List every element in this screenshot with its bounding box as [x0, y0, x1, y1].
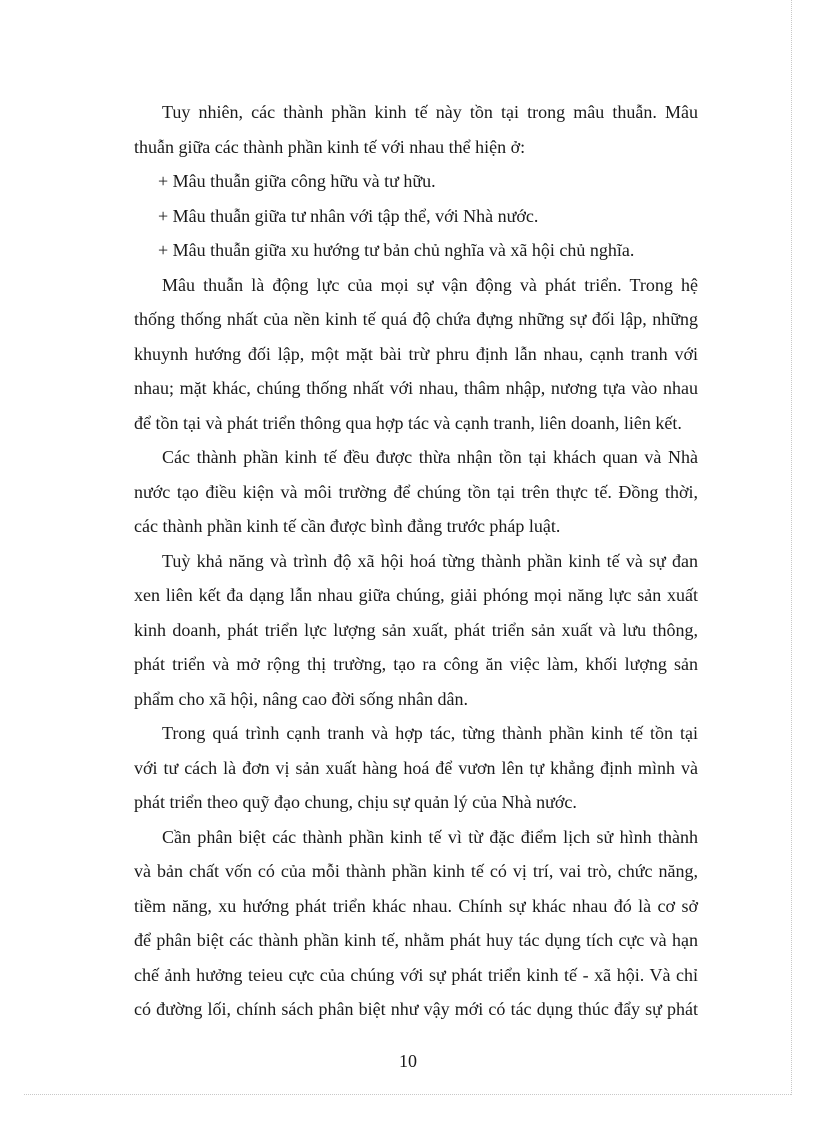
text-line: để tồn tại và phát triển thông qua hợp tác và cạnh tranh, liên doanh, liên kết. — [134, 412, 682, 433]
text-line: kinh doanh, phát triển lực lượng sản xuất, phát triển sản xuất và lưu thông, — [134, 619, 698, 640]
text-line: nhau; mặt khác, chúng thống nhất với nhau, thâm nhập, nương tựa vào nhau — [134, 378, 698, 398]
text-line: Trong quá trình cạnh tranh và hợp tác, từng thành phần kinh tế tồn tại — [162, 723, 698, 743]
text-line: để phân biệt các thành phần kinh tế, nhằm phát huy tác dụng tích cực và hạn — [134, 930, 698, 950]
text-line: các thành phần kinh tế cần được bình đẳng trước pháp luật. — [134, 516, 561, 536]
page-bottom-border — [24, 1094, 791, 1095]
text-line: xen liên kết đa dạng lẫn nhau giữa chúng, giải phóng mọi năng lực sản xuất — [134, 585, 698, 605]
text-line: khuynh hướng đối lập, một mặt bài trừ phru định lẫn nhau, cạnh tranh với — [134, 343, 698, 364]
text-line: thuẫn giữa các thành phần kinh tế với nhau thể hiện ở: — [134, 136, 526, 157]
text-line: phát triển và mở rộng thị trường, tạo ra công ăn việc làm, khối lượng sản — [134, 654, 698, 674]
text-line: nước tạo điều kiện và môi trường để chúng tồn tại trên thực tế. Đồng thời, — [134, 481, 698, 502]
document-body — [134, 95, 698, 1027]
text-line: Cần phân biệt các thành phần kinh tế vì từ đặc điểm lịch sử hình thành — [162, 826, 698, 847]
text-line: tiềm năng, xu hướng phát triển khác nhau. Chính sự khác nhau đó là cơ sở — [134, 895, 698, 916]
text-line: Mâu thuẫn là động lực của mọi sự vận động và phát triển. Trong hệ — [162, 274, 698, 295]
text-line: và bản chất vốn có của mỗi thành phần kinh tế có vị trí, vai trò, chức năng, — [134, 861, 698, 881]
text-line: phẩm cho xã hội, nâng cao đời sống nhân dân. — [134, 688, 468, 709]
text-line: phát triển theo quỹ đạo chung, chịu sự quản lý của Nhà nước. — [134, 792, 577, 812]
text-line: + Mâu thuẫn giữa xu hướng tư bản chủ nghĩa và xã hội chủ nghĩa. — [158, 240, 635, 260]
text-line: với tư cách là đơn vị sản xuất hàng hoá để vươn lên tự khẳng định mình và — [134, 757, 698, 778]
text-line: + Mâu thuẫn giữa công hữu và tư hữu. — [158, 171, 436, 191]
text-line: + Mâu thuẫn giữa tư nhân với tập thể, với Nhà nước. — [158, 205, 539, 226]
page-number: 10 — [399, 1051, 417, 1071]
page-right-border — [791, 0, 792, 1095]
text-line: Tuy nhiên, các thành phần kinh tế này tồn tại trong mâu thuẫn. Mâu — [162, 102, 698, 122]
text-line: có đường lối, chính sách phân biệt như vậy mới có tác dụng thúc đẩy sự phát — [134, 999, 698, 1019]
text-line: Các thành phần kinh tế đều được thừa nhận tồn tại khách quan và Nhà — [162, 447, 698, 467]
text-line: chế ảnh hưởng teieu cực của chúng với sự phát triển kinh tế - xã hội. Và chỉ — [134, 964, 698, 985]
text-line: Tuỳ khả năng và trình độ xã hội hoá từng thành phần kinh tế và sự đan — [162, 550, 698, 571]
text-line: thống thống nhất của nền kinh tế quá độ chứa đựng những sự đối lập, những — [134, 309, 698, 329]
